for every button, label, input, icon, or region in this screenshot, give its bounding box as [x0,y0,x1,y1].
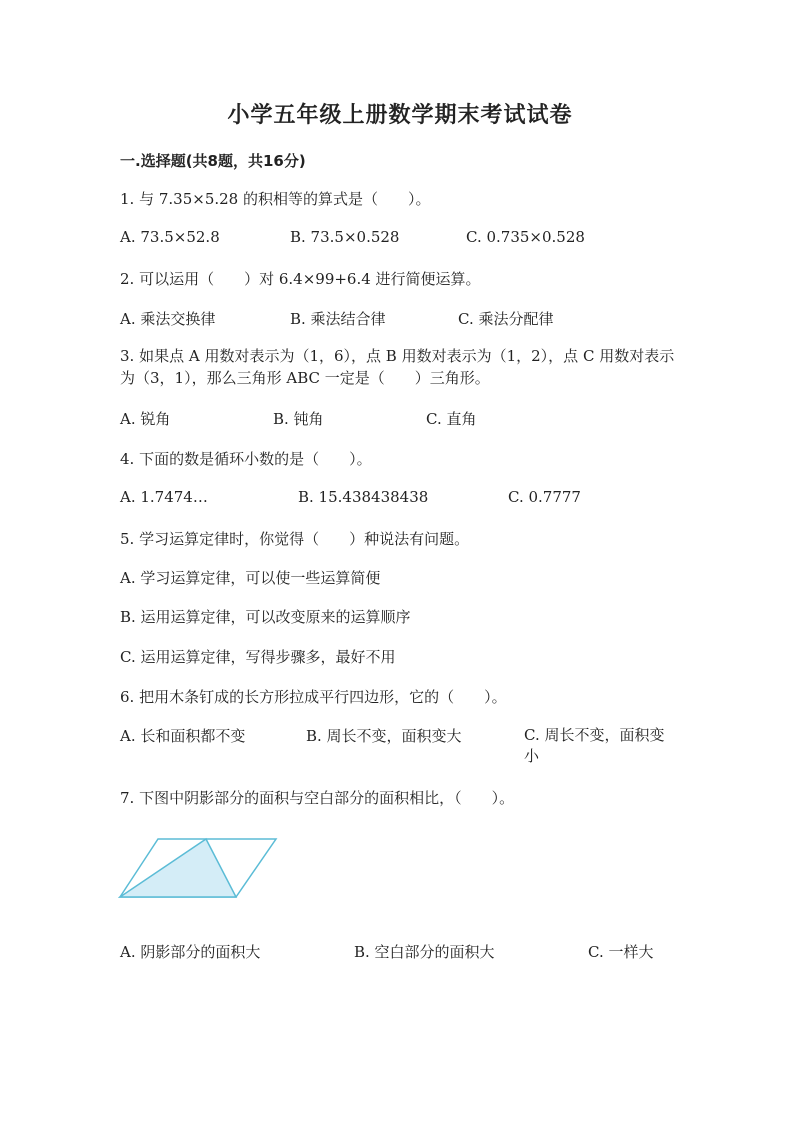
question-stem: 7. 下图中阴影部分的面积与空白部分的面积相比，（ ）。 [120,789,515,807]
option-c: C. 乘法分配律 [458,310,554,328]
question-stem: 1. 与 7.35×5.28 的积相等的算式是（ ）。 [120,190,431,208]
option-b: B. 钝角 [273,410,324,428]
option-b: B. 15.438438438 [298,488,429,506]
question-stem: 5. 学习运算定律时，你觉得（ ）种说法有问题。 [120,530,470,548]
option-c: C. 0.7777 [508,488,581,506]
option-b: B. 乘法结合律 [290,310,386,328]
option-a: A. 1.7474… [120,488,208,506]
option-c: C. 周长不变，面积变小 [524,726,665,765]
option-c: C. 运用运算定律，写得步骤多，最好不用 [120,648,396,666]
option-b: B. 运用运算定律，可以改变原来的运算顺序 [120,608,411,626]
page-title: 小学五年级上册数学期末考试试卷 [227,103,573,128]
option-b: B. 周长不变，面积变大 [306,727,462,745]
question-stem: 4. 下面的数是循环小数的是（ ）。 [120,450,372,468]
option-b: B. 空白部分的面积大 [354,943,495,961]
option-c: C. 直角 [426,410,477,428]
option-a: A. 锐角 [120,410,171,428]
question-stem: 3. 如果点 A 用数对表示为（1，6），点 B 用数对表示为（1，2），点 C 用数对表示为（3，1），那么三角形 ABC 一定是（ ）三角形。 [120,347,675,387]
option-a: A. 73.5×52.8 [120,228,220,246]
parallelogram-figure [118,836,278,902]
option-c: C. 0.735×0.528 [466,228,585,246]
option-a: A. 长和面积都不变 [120,727,246,745]
question-stem: 2. 可以运用（ ）对 6.4×99+6.4 进行简便运算。 [120,270,481,288]
section-heading: 一.选择题(共8题，共16分) [120,152,306,170]
option-b: B. 73.5×0.528 [290,228,400,246]
question-stem: 6. 把用木条钉成的长方形拉成平行四边形，它的（ ）。 [120,688,507,706]
option-c: C. 一样大 [588,943,654,961]
option-a: A. 阴影部分的面积大 [120,943,261,961]
option-a: A. 乘法交换律 [120,310,216,328]
option-a: A. 学习运算定律，可以使一些运算简便 [120,569,381,587]
